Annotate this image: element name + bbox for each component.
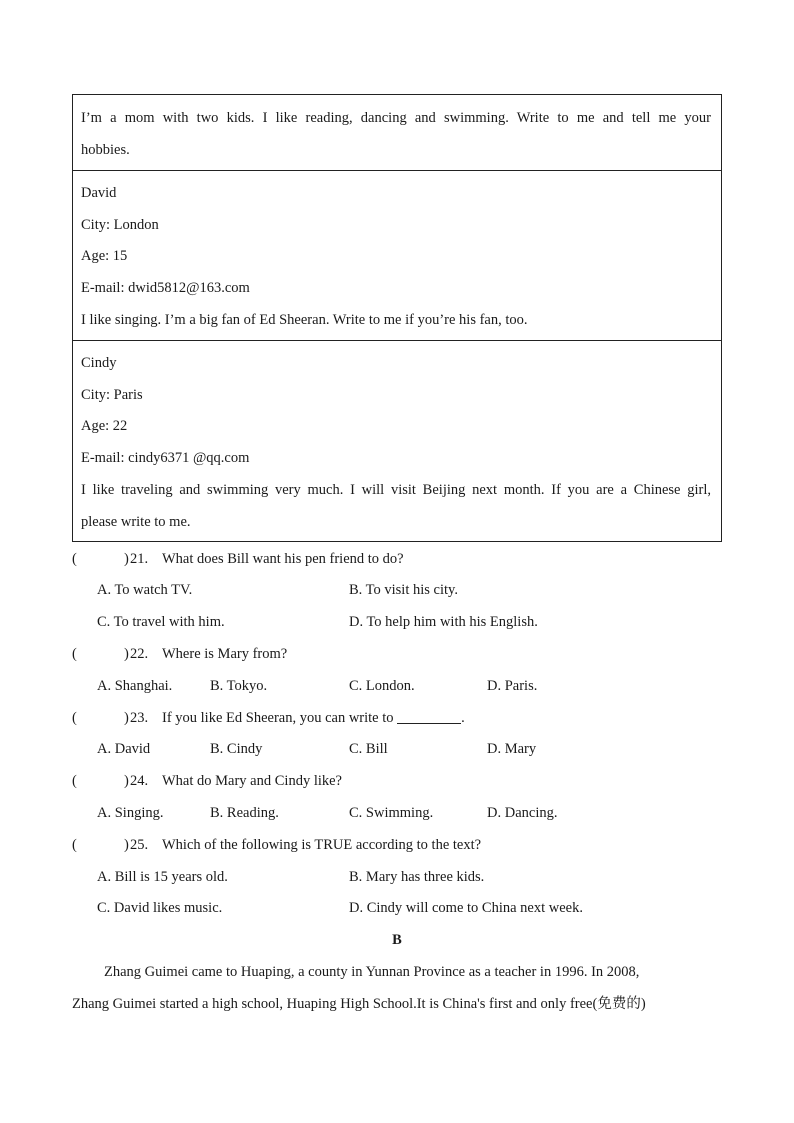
- profile-cindy-text1: I like traveling and swimming very much. I will visit Beijing next month. If you are a Chinese girl,: [81, 482, 711, 498]
- answer-paren-open[interactable]: (: [72, 646, 77, 662]
- question-text-line: [162, 708, 465, 728]
- option-a[interactable]: A. David: [97, 741, 151, 757]
- option-b[interactable]: B. Reading.: [210, 805, 279, 821]
- question-text: What does Bill want his pen friend to do?: [162, 551, 404, 567]
- option-c[interactable]: C. Bill: [349, 741, 388, 757]
- option-d[interactable]: D. Dancing.: [487, 805, 558, 821]
- profile-cindy-email: E-mail: cindy6371 @qq.com: [81, 450, 250, 466]
- profile-intro-line1: I’m a mom with two kids. I like reading, dancing and swimming. Write to me and tell me your: [81, 110, 711, 126]
- option-a[interactable]: A. To watch TV.: [97, 582, 193, 598]
- answer-paren-open[interactable]: (: [72, 773, 77, 789]
- profile-cindy-city: City: Paris: [81, 387, 143, 403]
- option-d[interactable]: D. Cindy will come to China next week.: [349, 900, 583, 916]
- question-text: If you like Ed Sheeran, you can write to: [162, 710, 394, 726]
- option-a[interactable]: A. Bill is 15 years old.: [97, 869, 228, 885]
- option-a[interactable]: A. Shanghai.: [97, 678, 173, 694]
- profile-david-city: City: London: [81, 217, 159, 233]
- profile-david-email: E-mail: dwid5812@163.com: [81, 280, 250, 296]
- profile-david-cell: [73, 171, 721, 341]
- question-number: 25.: [130, 837, 149, 853]
- profile-cindy-age: Age: 22: [81, 418, 128, 434]
- profile-cindy-cell: [73, 341, 721, 541]
- passage-b-line2: Zhang Guimei started a high school, Huaping High School.It is China's first and only free(免费的): [72, 996, 646, 1012]
- fill-in-blank[interactable]: [397, 709, 461, 724]
- question-text: Which of the following is TRUE according to the text?: [162, 837, 482, 853]
- question-number: 24.: [130, 773, 149, 789]
- question-number: 23.: [130, 710, 149, 726]
- option-d[interactable]: D. Mary: [487, 741, 537, 757]
- profile-cindy-text2: please write to me.: [81, 514, 191, 530]
- option-b[interactable]: B. Mary has three kids.: [349, 869, 485, 885]
- option-d[interactable]: D. Paris.: [487, 678, 538, 694]
- option-b[interactable]: B. Tokyo.: [210, 678, 268, 694]
- option-b[interactable]: B. Cindy: [210, 741, 263, 757]
- passage-b-line1: Zhang Guimei came to Huaping, a county in Yunnan Province as a teacher in 1996. In 2008,: [104, 964, 640, 980]
- question-text-end: .: [461, 710, 465, 726]
- profile-david-age: Age: 15: [81, 248, 128, 264]
- profile-cindy-name: Cindy: [81, 355, 117, 371]
- question-number: 22.: [130, 646, 149, 662]
- option-d[interactable]: D. To help him with his English.: [349, 614, 538, 630]
- question-number: 21.: [130, 551, 149, 567]
- question-text: What do Mary and Cindy like?: [162, 773, 342, 789]
- option-a[interactable]: A. Singing.: [97, 805, 164, 821]
- option-c[interactable]: C. London.: [349, 678, 415, 694]
- section-b-heading: B: [392, 932, 402, 948]
- profile-intro-line2: hobbies.: [81, 142, 130, 158]
- option-c[interactable]: C. To travel with him.: [97, 614, 225, 630]
- answer-paren-close: ): [124, 773, 129, 789]
- option-c[interactable]: C. Swimming.: [349, 805, 434, 821]
- answer-paren-open[interactable]: (: [72, 710, 77, 726]
- profile-david-text: I like singing. I’m a big fan of Ed Sheeran. Write to me if you’re his fan, too.: [81, 312, 528, 328]
- answer-paren-open[interactable]: (: [72, 837, 77, 853]
- option-b[interactable]: B. To visit his city.: [349, 582, 458, 598]
- answer-paren-close: ): [124, 646, 129, 662]
- answer-paren-close: ): [124, 551, 129, 567]
- answer-paren-close: ): [124, 837, 129, 853]
- answer-paren-close: ): [124, 710, 129, 726]
- option-c[interactable]: C. David likes music.: [97, 900, 223, 916]
- pen-friend-profiles-table: [72, 94, 722, 542]
- profile-mary-cell: [73, 95, 721, 171]
- profile-david-name: David: [81, 185, 117, 201]
- question-text: Where is Mary from?: [162, 646, 288, 662]
- answer-paren-open[interactable]: (: [72, 551, 77, 567]
